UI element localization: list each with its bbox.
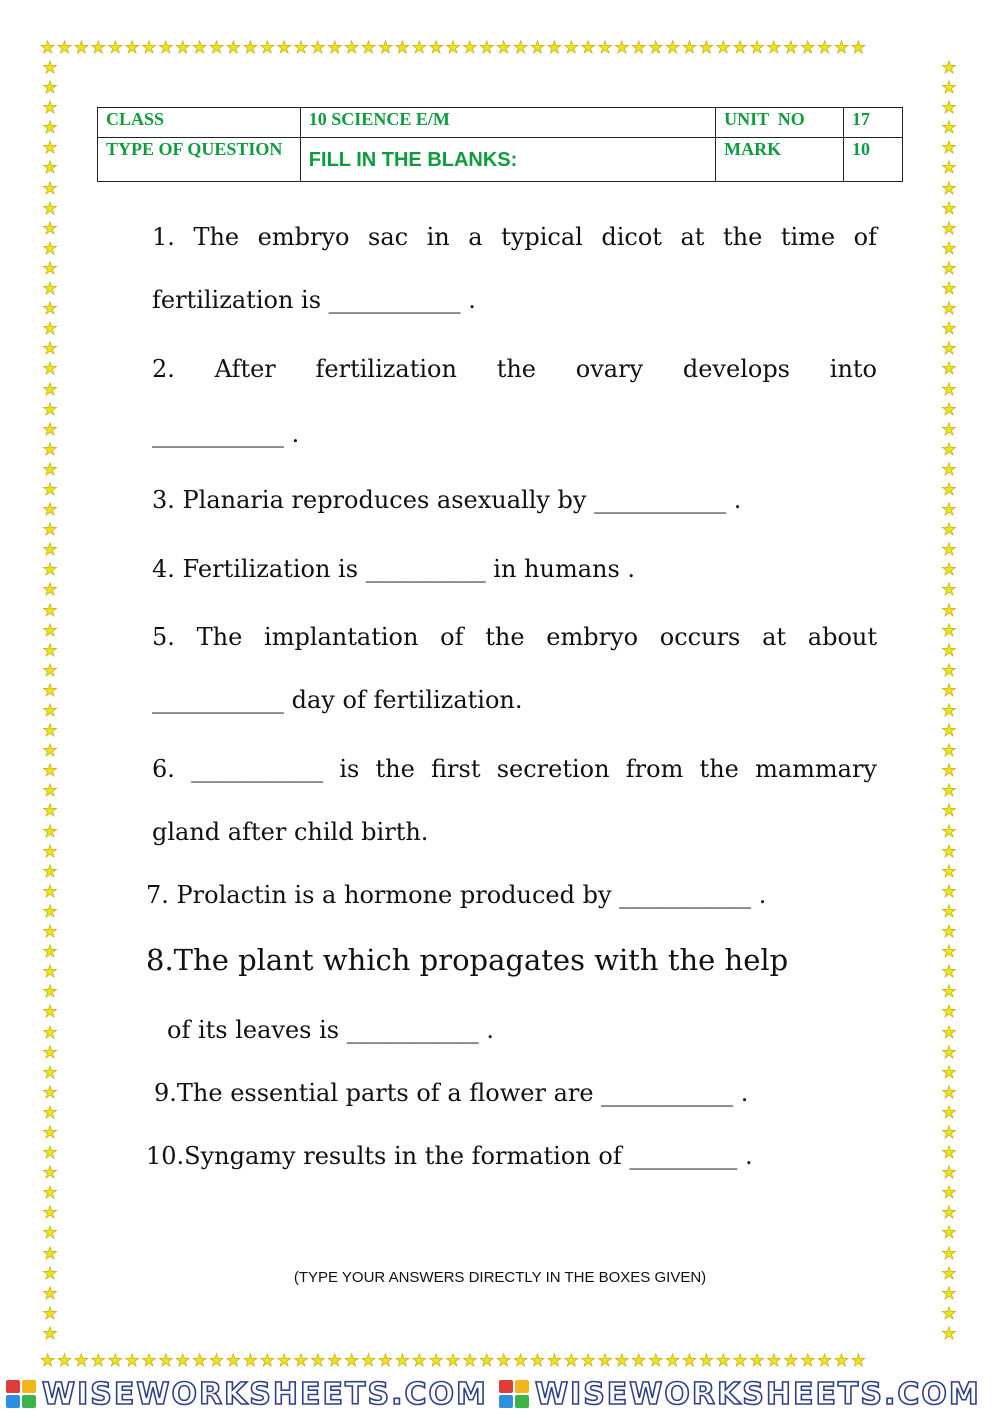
- star-icon: ★: [941, 600, 957, 621]
- star-icon: ★: [42, 520, 58, 541]
- star-icon: ★: [816, 38, 834, 58]
- star-icon: ★: [42, 439, 58, 460]
- star-icon: ★: [208, 1351, 226, 1371]
- star-border-left: [40, 60, 60, 1346]
- star-icon: ★: [631, 38, 649, 58]
- star-icon: ★: [42, 1082, 58, 1103]
- star-icon: ★: [941, 439, 957, 460]
- star-icon: ★: [698, 38, 716, 58]
- star-icon: ★: [732, 1351, 750, 1371]
- star-icon: ★: [192, 38, 209, 58]
- star-icon: ★: [42, 98, 58, 119]
- star-icon: ★: [40, 38, 57, 58]
- star-icon: ★: [175, 1351, 193, 1371]
- star-icon: ★: [293, 1351, 311, 1371]
- star-icon: ★: [42, 1303, 58, 1324]
- star-icon: ★: [42, 821, 58, 842]
- star-icon: ★: [941, 158, 957, 179]
- instructions-note: (TYPE YOUR ANSWERS DIRECTLY IN THE BOXES GIVEN): [293, 1269, 707, 1286]
- star-icon: ★: [42, 540, 58, 561]
- mark-label: MARK: [716, 138, 844, 182]
- star-icon: ★: [941, 620, 957, 641]
- header-table: [97, 107, 903, 182]
- star-icon: ★: [941, 861, 957, 882]
- star-icon: ★: [749, 1351, 767, 1371]
- watermark-item: [0, 1378, 488, 1412]
- star-icon: ★: [42, 78, 58, 99]
- question-5-line-1: 5. The implantation of the embryo occurs at about: [152, 623, 877, 651]
- unit-label: UNIT NO: [716, 108, 844, 138]
- star-icon: ★: [42, 841, 58, 862]
- star-icon: ★: [941, 801, 957, 822]
- star-icon: ★: [158, 38, 176, 58]
- star-icon: ★: [529, 38, 547, 58]
- question-2-line-1: 2. After fertilization the ovary develops into: [152, 355, 877, 383]
- question-8-line-1: 8.The plant which propagates with the help: [146, 943, 789, 977]
- star-icon: ★: [42, 761, 58, 782]
- star-icon: ★: [158, 1351, 176, 1371]
- star-icon: ★: [941, 459, 957, 480]
- star-icon: ★: [941, 1002, 957, 1023]
- star-icon: ★: [107, 38, 125, 58]
- star-icon: ★: [42, 620, 58, 641]
- star-icon: ★: [42, 299, 58, 320]
- star-icon: ★: [141, 1351, 159, 1371]
- star-icon: ★: [941, 258, 957, 279]
- star-icon: ★: [941, 962, 957, 983]
- star-icon: ★: [42, 640, 58, 661]
- class-label: CLASS: [98, 108, 301, 138]
- star-icon: ★: [941, 339, 957, 360]
- star-icon: ★: [42, 238, 58, 259]
- star-icon: ★: [242, 1351, 260, 1371]
- star-icon: ★: [648, 38, 665, 58]
- star-icon: ★: [941, 399, 957, 420]
- star-icon: ★: [941, 761, 957, 782]
- star-icon: ★: [479, 38, 497, 58]
- star-icon: ★: [344, 1351, 361, 1371]
- star-icon: ★: [648, 1351, 665, 1371]
- star-icon: ★: [941, 580, 957, 601]
- star-icon: ★: [850, 38, 868, 58]
- star-icon: ★: [597, 38, 615, 58]
- star-icon: ★: [462, 38, 480, 58]
- star-icon: ★: [698, 1351, 716, 1371]
- star-icon: ★: [310, 38, 328, 58]
- star-icon: ★: [242, 38, 260, 58]
- star-icon: ★: [941, 419, 957, 440]
- unit-value: 17: [844, 108, 903, 138]
- star-icon: ★: [941, 1102, 957, 1123]
- star-icon: ★: [941, 279, 957, 300]
- question-2-line-2[interactable]: ___________ .: [152, 420, 300, 448]
- star-icon: ★: [411, 38, 429, 58]
- star-icon: ★: [496, 1351, 513, 1371]
- star-icon: ★: [941, 78, 957, 99]
- question-10[interactable]: 10.Syngamy results in the formation of _________ .: [146, 1142, 753, 1170]
- star-icon: ★: [941, 238, 957, 259]
- star-icon: ★: [42, 660, 58, 681]
- star-icon: ★: [715, 1351, 733, 1371]
- star-icon: ★: [941, 560, 957, 581]
- star-icon: ★: [40, 1351, 57, 1371]
- star-icon: ★: [941, 640, 957, 661]
- star-icon: ★: [411, 1351, 429, 1371]
- star-icon: ★: [941, 660, 957, 681]
- wiseworksheets-logo-icon: [499, 1380, 531, 1410]
- star-icon: ★: [42, 1223, 58, 1244]
- star-icon: ★: [42, 1143, 58, 1164]
- star-icon: ★: [175, 38, 193, 58]
- star-icon: ★: [941, 1082, 957, 1103]
- star-icon: ★: [73, 38, 91, 58]
- star-icon: ★: [800, 1351, 817, 1371]
- star-icon: ★: [56, 1351, 74, 1371]
- star-icon: ★: [276, 1351, 294, 1371]
- question-3[interactable]: 3. Planaria reproduces asexually by ___________ .: [152, 486, 742, 514]
- star-icon: ★: [73, 1351, 91, 1371]
- star-icon: ★: [42, 258, 58, 279]
- star-icon: ★: [941, 178, 957, 199]
- wiseworksheets-logo-icon: [6, 1380, 38, 1410]
- star-icon: ★: [42, 580, 58, 601]
- star-icon: ★: [941, 98, 957, 119]
- star-icon: ★: [496, 38, 513, 58]
- star-icon: ★: [783, 1351, 801, 1371]
- star-icon: ★: [941, 198, 957, 219]
- star-icon: ★: [614, 38, 632, 58]
- watermark-text: WISEWORKSHEETS.COM: [534, 1378, 981, 1412]
- star-icon: ★: [327, 38, 345, 58]
- star-icon: ★: [377, 38, 395, 58]
- star-icon: ★: [42, 158, 58, 179]
- star-icon: ★: [42, 600, 58, 621]
- star-icon: ★: [941, 922, 957, 943]
- star-icon: ★: [259, 38, 277, 58]
- type-value: FILL IN THE BLANKS:: [300, 138, 715, 182]
- type-label: TYPE OF QUESTION: [98, 138, 301, 182]
- star-icon: ★: [428, 1351, 446, 1371]
- star-icon: ★: [42, 680, 58, 701]
- star-icon: ★: [42, 198, 58, 219]
- star-icon: ★: [42, 721, 58, 742]
- mark-value: 10: [844, 138, 903, 182]
- star-icon: ★: [360, 38, 378, 58]
- star-icon: ★: [42, 560, 58, 581]
- star-icon: ★: [941, 1203, 957, 1224]
- star-icon: ★: [445, 1351, 463, 1371]
- question-5-line-2[interactable]: ___________ day of fertilization.: [152, 686, 523, 714]
- star-icon: ★: [42, 1323, 58, 1344]
- star-icon: ★: [941, 1263, 957, 1284]
- star-icon: ★: [310, 1351, 328, 1371]
- star-icon: ★: [941, 500, 957, 521]
- star-icon: ★: [42, 982, 58, 1003]
- star-icon: ★: [681, 38, 699, 58]
- star-icon: ★: [42, 1102, 58, 1123]
- star-icon: ★: [941, 1022, 957, 1043]
- star-icon: ★: [941, 379, 957, 400]
- star-icon: ★: [42, 922, 58, 943]
- class-value: 10 SCIENCE E/M: [300, 108, 715, 138]
- star-icon: ★: [850, 1351, 868, 1371]
- star-icon: ★: [42, 1243, 58, 1264]
- star-icon: ★: [42, 419, 58, 440]
- star-icon: ★: [941, 1062, 957, 1083]
- star-icon: ★: [546, 1351, 564, 1371]
- question-1-line-1: 1. The embryo sac in a typical dicot at the time of: [152, 223, 877, 251]
- question-6-line-2: gland after child birth.: [152, 818, 429, 846]
- star-icon: ★: [428, 38, 446, 58]
- star-icon: ★: [546, 38, 564, 58]
- star-icon: ★: [766, 1351, 784, 1371]
- star-icon: ★: [580, 1351, 598, 1371]
- star-icon: ★: [941, 1042, 957, 1063]
- star-icon: ★: [124, 38, 142, 58]
- star-icon: ★: [941, 982, 957, 1003]
- star-icon: ★: [941, 901, 957, 922]
- star-icon: ★: [42, 701, 58, 721]
- watermark-text: WISEWORKSHEETS.COM: [42, 1378, 488, 1412]
- star-icon: ★: [42, 218, 58, 239]
- star-icon: ★: [941, 118, 957, 139]
- star-icon: ★: [208, 38, 226, 58]
- star-icon: ★: [42, 962, 58, 983]
- star-icon: ★: [941, 520, 957, 541]
- star-icon: ★: [445, 38, 463, 58]
- star-icon: ★: [563, 1351, 581, 1371]
- star-icon: ★: [941, 1163, 957, 1184]
- watermark-banner: [0, 1378, 1000, 1413]
- star-icon: ★: [941, 218, 957, 239]
- star-icon: ★: [42, 881, 58, 902]
- star-icon: ★: [941, 1143, 957, 1164]
- star-icon: ★: [42, 479, 58, 500]
- star-icon: ★: [42, 339, 58, 360]
- star-icon: ★: [941, 721, 957, 742]
- star-icon: ★: [800, 38, 817, 58]
- watermark-item: [493, 1378, 981, 1412]
- star-icon: ★: [941, 359, 957, 380]
- star-icon: ★: [42, 1263, 58, 1284]
- star-icon: ★: [42, 1163, 58, 1184]
- star-icon: ★: [42, 801, 58, 822]
- star-icon: ★: [394, 1351, 412, 1371]
- star-icon: ★: [941, 821, 957, 842]
- star-icon: ★: [42, 1062, 58, 1083]
- star-icon: ★: [614, 1351, 632, 1371]
- star-border-bottom: [40, 1353, 868, 1370]
- star-icon: ★: [42, 1002, 58, 1023]
- star-icon: ★: [377, 1351, 395, 1371]
- star-icon: ★: [529, 1351, 547, 1371]
- star-icon: ★: [941, 1122, 957, 1143]
- star-icon: ★: [941, 319, 957, 340]
- star-icon: ★: [42, 459, 58, 480]
- star-icon: ★: [563, 38, 581, 58]
- star-icon: ★: [42, 319, 58, 340]
- star-icon: ★: [941, 1183, 957, 1204]
- star-icon: ★: [42, 399, 58, 420]
- star-icon: ★: [42, 1203, 58, 1224]
- star-icon: ★: [941, 1223, 957, 1244]
- question-1-line-2[interactable]: fertilization is ___________ .: [152, 286, 476, 314]
- star-icon: ★: [715, 38, 733, 58]
- star-icon: ★: [941, 1323, 957, 1344]
- star-icon: ★: [42, 741, 58, 762]
- star-icon: ★: [941, 781, 957, 802]
- star-icon: ★: [664, 1351, 682, 1371]
- star-icon: ★: [941, 1243, 957, 1264]
- star-icon: ★: [107, 1351, 125, 1371]
- star-icon: ★: [42, 138, 58, 159]
- star-icon: ★: [512, 1351, 530, 1371]
- star-icon: ★: [631, 1351, 649, 1371]
- star-icon: ★: [42, 1042, 58, 1063]
- star-icon: ★: [42, 500, 58, 521]
- star-icon: ★: [42, 781, 58, 802]
- star-icon: ★: [42, 942, 58, 963]
- star-icon: ★: [90, 38, 108, 58]
- star-icon: ★: [276, 38, 294, 58]
- star-icon: ★: [42, 1122, 58, 1143]
- star-icon: ★: [941, 540, 957, 561]
- star-icon: ★: [124, 1351, 142, 1371]
- star-icon: ★: [941, 1303, 957, 1324]
- star-icon: ★: [90, 1351, 108, 1371]
- star-icon: ★: [42, 359, 58, 380]
- star-icon: ★: [941, 701, 957, 721]
- star-icon: ★: [732, 38, 750, 58]
- star-icon: ★: [664, 38, 682, 58]
- star-icon: ★: [42, 279, 58, 300]
- star-icon: ★: [941, 841, 957, 862]
- star-icon: ★: [42, 58, 58, 78]
- star-icon: ★: [42, 379, 58, 400]
- star-icon: ★: [259, 1351, 277, 1371]
- star-icon: ★: [941, 1283, 957, 1304]
- star-icon: ★: [941, 138, 957, 159]
- star-icon: ★: [225, 38, 243, 58]
- star-icon: ★: [833, 1351, 851, 1371]
- star-icon: ★: [941, 741, 957, 762]
- star-icon: ★: [479, 1351, 497, 1371]
- star-icon: ★: [941, 942, 957, 963]
- star-icon: ★: [42, 178, 58, 199]
- star-icon: ★: [42, 118, 58, 139]
- star-icon: ★: [225, 1351, 243, 1371]
- star-icon: ★: [42, 1022, 58, 1043]
- star-icon: ★: [42, 1283, 58, 1304]
- star-icon: ★: [681, 1351, 699, 1371]
- star-icon: ★: [42, 861, 58, 882]
- star-icon: ★: [941, 299, 957, 320]
- star-icon: ★: [512, 38, 530, 58]
- star-icon: ★: [327, 1351, 345, 1371]
- star-icon: ★: [766, 38, 784, 58]
- question-4[interactable]: 4. Fertilization is __________ in humans .: [152, 555, 636, 583]
- star-icon: ★: [783, 38, 801, 58]
- star-icon: ★: [293, 38, 311, 58]
- star-icon: ★: [941, 58, 957, 78]
- star-icon: ★: [42, 1183, 58, 1204]
- question-8-line-2[interactable]: of its leaves is ___________ .: [167, 1016, 494, 1044]
- star-icon: ★: [941, 680, 957, 701]
- star-icon: ★: [941, 881, 957, 902]
- star-icon: ★: [344, 38, 361, 58]
- star-icon: ★: [141, 38, 159, 58]
- star-icon: ★: [597, 1351, 615, 1371]
- question-6-line-1[interactable]: 6. ___________ is the first secretion from the mammary: [152, 755, 877, 783]
- star-border-right: [939, 60, 959, 1346]
- star-icon: ★: [816, 1351, 834, 1371]
- star-icon: ★: [749, 38, 767, 58]
- star-icon: ★: [192, 1351, 209, 1371]
- star-icon: ★: [360, 1351, 378, 1371]
- star-icon: ★: [394, 38, 412, 58]
- question-7[interactable]: 7. Prolactin is a hormone produced by ___________ .: [146, 881, 767, 909]
- star-icon: ★: [833, 38, 851, 58]
- star-icon: ★: [580, 38, 598, 58]
- star-icon: ★: [56, 38, 74, 58]
- star-icon: ★: [42, 901, 58, 922]
- question-9[interactable]: 9.The essential parts of a flower are ___________ .: [154, 1079, 749, 1107]
- star-icon: ★: [941, 479, 957, 500]
- star-border-top: [40, 40, 868, 57]
- star-icon: ★: [462, 1351, 480, 1371]
